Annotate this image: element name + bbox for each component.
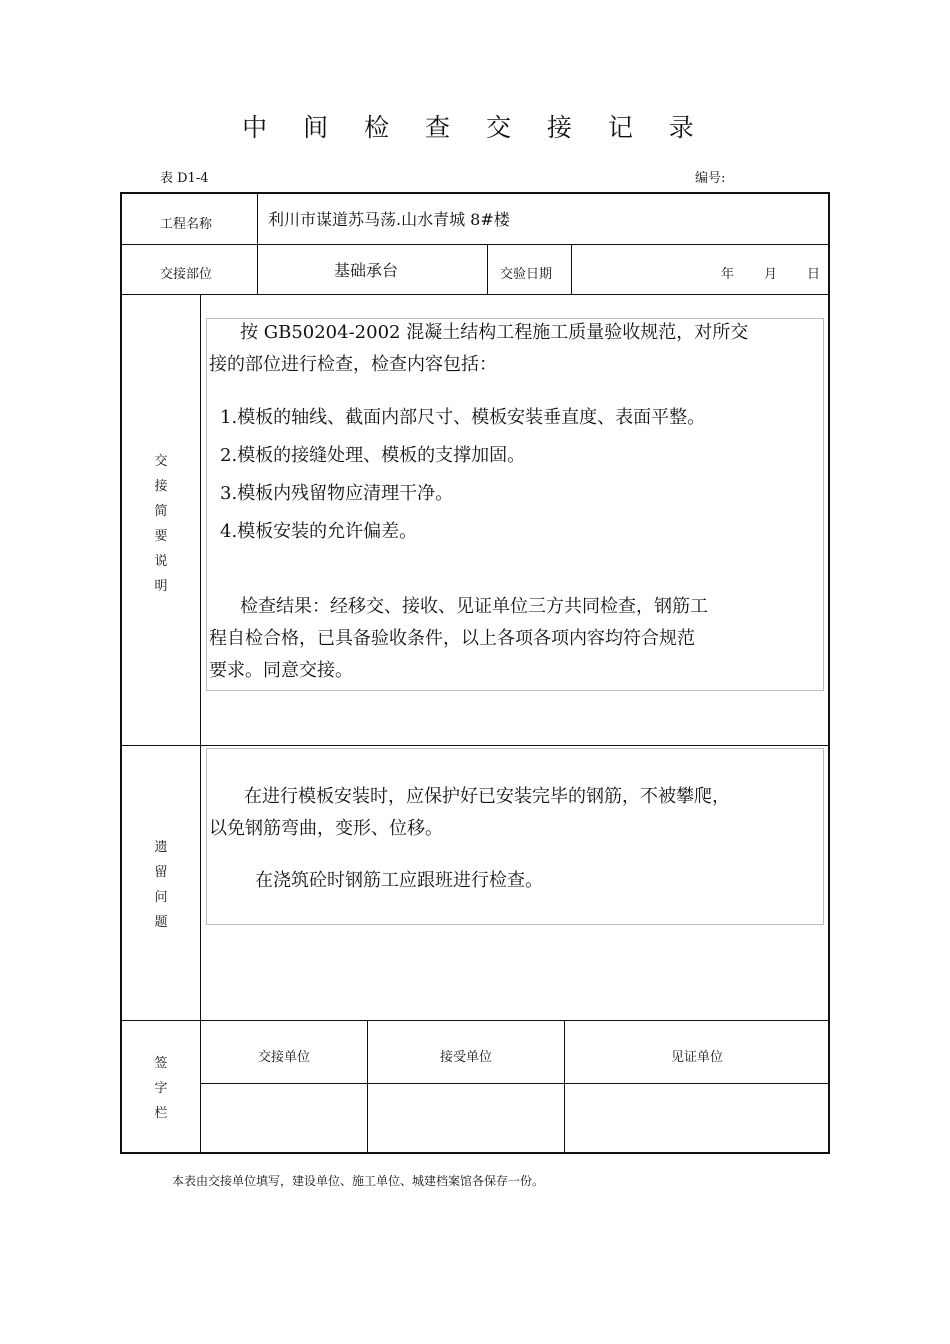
label-char: 遗: [154, 840, 168, 855]
label-char: 要: [154, 529, 168, 544]
label-char: 字: [154, 1081, 168, 1096]
table-border-top: [120, 192, 830, 194]
form-number: 表 D1-4: [160, 171, 209, 186]
receiving-unit-label: 接受单位: [439, 1050, 492, 1065]
summary-intro-line: 按 GB50204-2002 混凝土结构工程施工质量验收规范，对所交: [240, 322, 749, 343]
inspection-result-line: 要求。同意交接。: [209, 660, 353, 681]
handover-unit-signature-field[interactable]: [202, 1085, 366, 1151]
label-char: 简: [154, 504, 168, 519]
page-title: 中 间 检 查 交 接 记 录: [242, 113, 708, 142]
row-divider: [120, 294, 830, 295]
col-divider: [487, 244, 488, 294]
inspection-date-label: 交验日期: [500, 267, 553, 282]
label-char: 题: [154, 915, 168, 930]
project-name-label: 工程名称: [160, 217, 213, 232]
inspection-item: 1.模板的轴线、截面内部尺寸、模板安装垂直度、表面平整。: [220, 407, 706, 428]
inspection-item: 4.模板安装的允许偏差。: [220, 521, 418, 542]
issue-line: 以免钢筋弯曲，变形、位移。: [209, 818, 443, 839]
inspection-result-line: 检查结果：经移交、接收、见证单位三方共同检查，钢筋工: [240, 596, 708, 617]
receiving-unit-signature-field[interactable]: [369, 1085, 563, 1151]
issue-line: 在浇筑砼时钢筋工应跟班进行检查。: [255, 870, 543, 891]
date-month-label: 月: [764, 267, 778, 282]
handover-unit-label: 交接单位: [257, 1050, 310, 1065]
label-char: 交: [154, 454, 168, 469]
signature-section-label: [151, 1051, 171, 1126]
serial-number-label: 编号:: [695, 171, 726, 186]
table-border-bottom: [120, 1152, 830, 1154]
col-divider: [367, 1020, 368, 1154]
row-divider: [120, 244, 830, 245]
handover-part-value: 基础承台: [334, 261, 399, 280]
label-char: 接: [154, 479, 168, 494]
col-divider: [564, 1020, 565, 1154]
label-char: 留: [154, 865, 168, 880]
date-day-label: 日: [807, 267, 821, 282]
label-char: 明: [154, 579, 168, 594]
col-divider: [571, 244, 572, 294]
summary-intro-line: 接的部位进行检查，检查内容包括：: [209, 354, 497, 375]
issue-line: 在进行模板安装时，应保护好已安装完毕的钢筋，不被攀爬，: [244, 786, 730, 807]
table-border-left: [120, 192, 122, 1154]
row-divider: [120, 745, 830, 746]
issues-section-label: [151, 835, 171, 935]
inspection-item: 3.模板内残留物应清理干净。: [220, 483, 454, 504]
inspection-item: 2.模板的接缝处理、模板的支撑加固。: [220, 445, 526, 466]
row-divider: [201, 1083, 830, 1084]
label-char: 栏: [154, 1106, 168, 1121]
project-name-value: 利川市谋道苏马荡.山水青城 8#楼: [268, 210, 510, 229]
handover-part-label: 交接部位: [160, 267, 213, 282]
col-divider: [257, 192, 258, 294]
label-char: 签: [154, 1056, 168, 1071]
footnote: 本表由交接单位填写，建设单位、施工单位、城建档案馆各保存一份。: [172, 1174, 545, 1188]
row-divider: [120, 1020, 830, 1021]
inspection-result-line: 程自检合格，已具备验收条件，以上各项各项内容均符合规范: [209, 628, 695, 649]
witness-unit-label: 见证单位: [670, 1050, 723, 1065]
col-divider: [200, 294, 201, 1154]
table-border-right: [828, 192, 830, 1154]
summary-section-label: [151, 449, 171, 599]
date-year-label: 年: [721, 267, 735, 282]
label-char: 说: [154, 554, 168, 569]
label-char: 问: [154, 890, 168, 905]
witness-unit-signature-field[interactable]: [566, 1085, 827, 1151]
